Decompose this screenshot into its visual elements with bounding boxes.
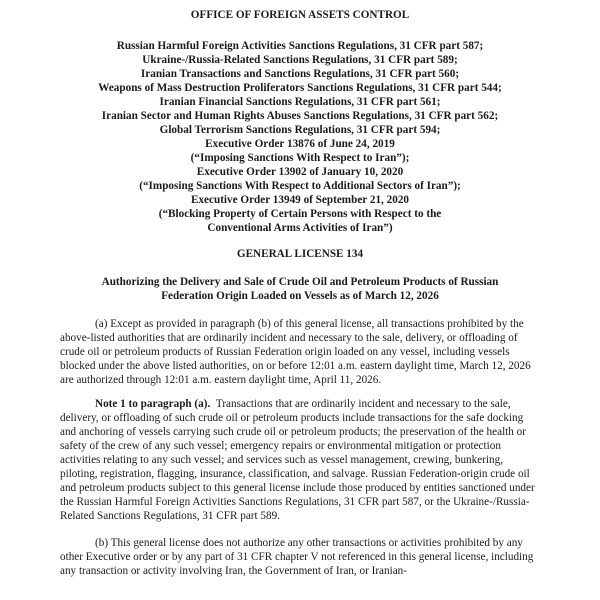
subject-title-line: Federation Origin Loaded on Vessels as of March 12, 2026 <box>161 290 439 302</box>
note-1-to-paragraph-a <box>60 397 540 523</box>
authority-line: Ukraine-/Russia-Related Sanctions Regulations, 31 CFR part 589; <box>142 54 458 66</box>
authority-line: Executive Order 13876 of June 24, 2019 <box>205 138 395 150</box>
authority-line: Russian Harmful Foreign Activities Sanctions Regulations, 31 CFR part 587; <box>116 40 484 52</box>
subject-title <box>60 275 540 303</box>
general-license-title: GENERAL LICENSE 134 <box>236 248 364 260</box>
authority-line: Weapons of Mass Destruction Proliferators Sanctions Regulations, 31 CFR part 544; <box>98 82 502 94</box>
authority-line: Iranian Transactions and Sanctions Regulations, 31 CFR part 560; <box>140 68 460 80</box>
authority-line: Executive Order 13949 of September 21, 2020 <box>190 194 410 206</box>
document-header: OFFICE OF FOREIGN ASSETS CONTROL <box>190 9 410 21</box>
note-1-text: Transactions that are ordinarily incident and necessary to the sale, delivery, or offloading of such crude oil or petroleum products include transactions for the safe docking and anchoring of vessels carrying such crude oil or petroleum products; the preservation of the health or safety of the crew of any such vessel; emergency repairs or environmental mitigation or protection activities relating to any such vessel; and services such as vessel management, crewing, bunkering, piloting, registration, flagging, insurance, classification, and salvage. Russian Federation-origin crude oil and petroleum products subject to this general license include those produced by entities sanctioned under the Russian Harmful Foreign Activities Sanctions Regulations, 31 CFR part 587, or the Ukraine-/Russia-Related Sanctions Regulations, 31 CFR part 589. <box>60 398 535 522</box>
authority-line: Conventional Arms Activities of Iran”) <box>207 222 393 234</box>
authority-line: Iranian Financial Sanctions Regulations, 31 CFR part 561; <box>159 96 441 108</box>
subject-title-line: Authorizing the Delivery and Sale of Crude Oil and Petroleum Products of Russian <box>101 276 499 288</box>
authority-line: Iranian Sector and Human Rights Abuses Sanctions Regulations, 31 CFR part 562; <box>101 110 499 122</box>
authority-line: (“Blocking Property of Certain Persons with Respect to the <box>158 208 442 220</box>
paragraph-a <box>60 317 540 387</box>
authority-line: (“Imposing Sanctions With Respect to Iran”); <box>190 152 410 164</box>
authorities-list <box>60 39 540 235</box>
authority-line: Global Terrorism Sanctions Regulations, 31 CFR part 594; <box>159 124 441 136</box>
paragraph-a-text: (a) Except as provided in paragraph (b) of this general license, all transactions prohibited by the above-listed authorities that are ordinarily incident and necessary to the sale, delivery, or offloading of crude oil or petroleum products of Russian Federation origin loaded on any vessel, including vessels blocked under the above listed authorities, on or before 12:01 a.m. eastern daylight time, March 12, 2026 are authorized through 12:01 a.m. eastern daylight time, April 11, 2026. <box>60 318 531 386</box>
authority-line: (“Imposing Sanctions With Respect to Additional Sectors of Iran”); <box>139 180 461 192</box>
paragraph-b-text: (b) This general license does not authorize any other transactions or activities prohibited by any other Executive order or by any part of 31 CFR chapter V not referenced in this general license, including any transaction or activity involving Iran, the Government of Iran, or Iranian- <box>60 537 534 577</box>
note-1-label: Note 1 to paragraph (a). <box>95 398 211 410</box>
paragraph-b <box>60 536 540 578</box>
authority-line: Executive Order 13902 of January 10, 2020 <box>196 166 404 178</box>
